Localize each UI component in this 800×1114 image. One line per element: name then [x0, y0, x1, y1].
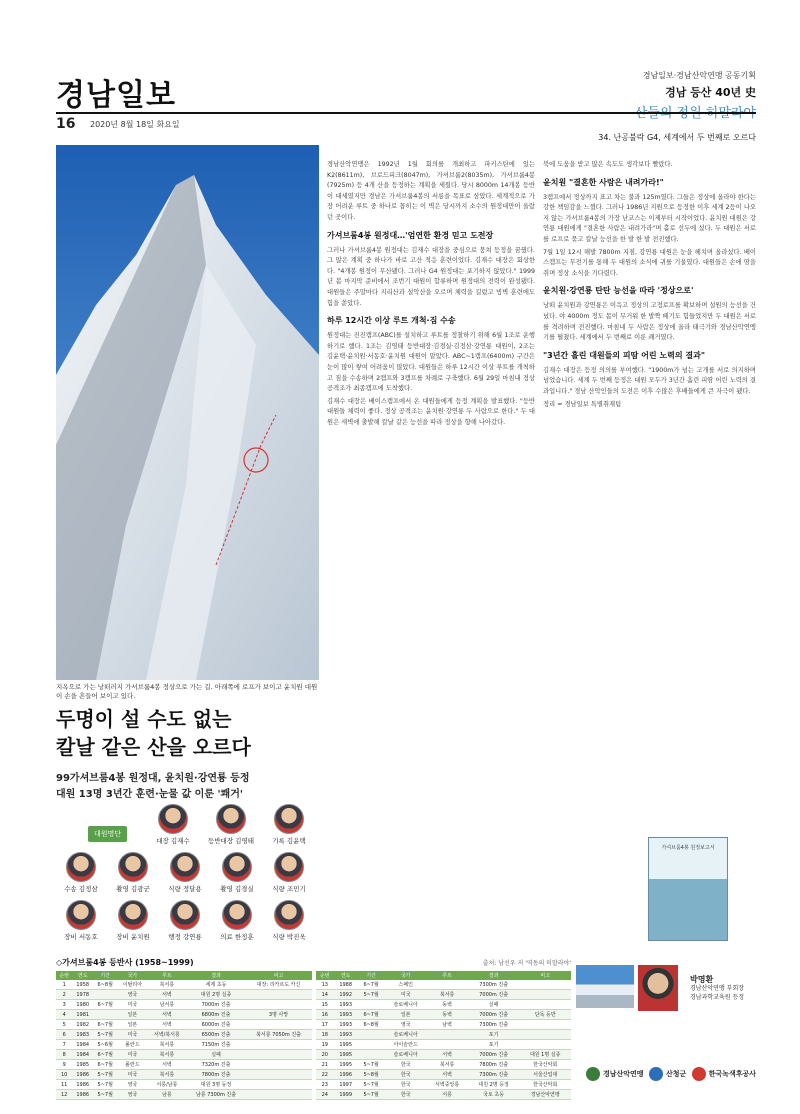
table-cell: 북서릉 7050m 진출	[246, 1030, 312, 1040]
author-name: 박명환	[690, 975, 714, 984]
table-row	[56, 1050, 312, 1060]
table-cell: 9	[56, 1060, 72, 1070]
table-row	[316, 1060, 572, 1070]
table-cell: 한국	[385, 1090, 426, 1100]
series-slogan: 산들의 정원 히말라야	[634, 106, 756, 121]
history-table-left	[56, 971, 312, 1100]
table-row	[316, 1090, 572, 1100]
table-cell: 남릉 7300m 진출	[186, 1090, 245, 1100]
table-cell: 대원 3명 등정	[186, 1080, 245, 1090]
section-heading: 하루 12시간 이상 루트 개척·짐 수송	[327, 316, 456, 326]
article-paragraph: 낭떠 윤치원과 강연룡은 이윽고 정상의 고정로프를 확보하며 설원의 능선을 건넜다. 야 4000m 정도 몸이 무거워 한 발짝 떼기도 힘들었지만 두 대원은 서로를 격려하며 전진했다. 마침내 두 사람은 정상에 올라 태극기와 경남산악연맹기를 펼쳤다. 세계에서 두 번째로 이룬 쾌거였다.	[543, 302, 756, 342]
table-cell: 경남산악연맹	[519, 1090, 571, 1100]
table-row	[316, 1080, 572, 1090]
table-cell: 7000m 진출	[468, 1050, 520, 1060]
table-cell: 1981	[72, 1010, 93, 1020]
article-paragraph: 원정대는 진진캠프(ABC)를 설치하고 루트를 정찰하기 위해 6월 1조로 운행하기로 했다. 1조는 김영태 등반대장·김경실·김정삼·강연룡 대원이, 2조는 김윤택·윤치원·서동호·윤치원 대원이 맡았다. ABC~1캠프(6400m) 구간은 눈이 많이 쌓여 어려움이 많았다. 대원들은 하루 12시간 이상 루트를 개척하고 짐을 수송하며 2캠프와 3캠프를 차례로 구축했다. 6월 29일 마침내 정상 공격조가 최종캠프에 도착했다.	[327, 332, 535, 393]
table-cell: 1993	[334, 1000, 357, 1010]
table-cell: 6800m 진출	[186, 1010, 245, 1020]
table-cell: 20	[316, 1050, 335, 1060]
table-cell: 서벽/북서릉	[147, 1030, 186, 1040]
table-cell: 6~8월	[357, 1020, 385, 1030]
sponsor-bar	[586, 1063, 756, 1085]
table-cell: 7000m 진출	[186, 1000, 245, 1010]
report-book-cover	[648, 837, 728, 941]
table-row	[56, 1030, 312, 1040]
table-row	[316, 1040, 572, 1050]
table-cell: 서릉	[426, 1090, 467, 1100]
team-member: 촬영 김경실	[212, 852, 262, 893]
table-cell: 일본	[117, 1020, 147, 1030]
history-table-right	[316, 971, 572, 1100]
member-photo	[66, 852, 96, 882]
table-cell: 1999	[334, 1090, 357, 1100]
table-cell: 미국	[385, 990, 426, 1000]
issue-date: 2020년 8월 18일 화요일	[90, 120, 180, 129]
table-cell: 북서릉	[426, 1060, 467, 1070]
table-cell: 5~7월	[93, 1090, 117, 1100]
member-photo	[274, 804, 304, 834]
member-photo	[118, 900, 148, 930]
table-cell	[519, 1000, 571, 1010]
team-roster-label: 대원명단	[88, 826, 127, 842]
team-member: 촬영 김광군	[108, 852, 158, 893]
table-cell: 7300m 진출	[468, 1070, 520, 1080]
member-photo	[170, 900, 200, 930]
table-cell	[426, 1030, 467, 1040]
article-column-2	[543, 160, 756, 850]
sponsor-logo: 경남산악연맹	[586, 1067, 644, 1081]
table-row	[56, 1090, 312, 1100]
team-member: 수송 김정삼	[56, 852, 106, 893]
article-paragraph: 김재수 대장은 등정 의의를 부여했다. "1900m가 넘는 고개를 서로 의지하며 넘었습니다. 세계 두 번째 등정은 대원 모두가 3년간 흘린 피땀 어린 노력의 결과입니다." 경남 산악인들의 도전은 이후 수많은 후배들에게 큰 자극이 됐다.	[543, 366, 756, 395]
table-cell: 한국산악회	[519, 1080, 571, 1090]
table-cell: 서울산업대	[519, 1070, 571, 1080]
masthead	[56, 70, 756, 121]
table-cell: 24	[316, 1090, 335, 1100]
subheadline-line-1: 99가셔브룸4봉 원정대, 윤치원·강연룡 등정	[56, 773, 250, 784]
sponsor-logo: 산청군	[649, 1067, 686, 1081]
table-cell: 1978	[72, 990, 93, 1000]
table-cell	[357, 1030, 385, 1040]
table-cell: 영국	[117, 1090, 147, 1100]
sponsor-mark-icon	[692, 1067, 706, 1081]
table-cell: 대장: 리카르도 카신	[246, 980, 312, 990]
table-cell: 6~7월	[357, 1010, 385, 1020]
table-row	[56, 990, 312, 1000]
table-cell: 1986	[72, 1090, 93, 1100]
table-header-cell: 결과	[468, 971, 520, 980]
table-cell	[519, 980, 571, 990]
member-photo	[158, 804, 188, 834]
table-cell: 동벽	[426, 1000, 467, 1010]
table-cell: 폴란드	[117, 1060, 147, 1070]
table-cell: 포기	[468, 1030, 520, 1040]
author-title-2: 경남과학교육원 등정	[690, 994, 745, 1001]
article-paragraph: 3캠프에서 정상까지 표고 차는 불과 125m였다. 그들은 정상에 올라야 한다는 강한 책임감을 느꼈다. 그러나 1986년 지원으로 등정한 이후 세계 2등이 나오지 않는 가셔브룸4봉의 가장 난코스는 이제부터 시작이었다. 윤치원 대원은 강연룡 대원에게 "결혼한 사람은 내려가라"며 홀로 선두에 섰다. 두 대원은 서로를 로프로 묶고 칼날 능선을 한 발 한 발 전진했다.	[543, 193, 756, 243]
table-cell	[246, 1050, 312, 1060]
newspaper-name: 경남일보	[56, 78, 176, 113]
photo-caption: 지옥으로 가는 낭떠러지 가셔브룸4봉 정상으로 가는 길. 아래쪽에 로프가 보이고 윤치원 대원이 손을 흔들어 보이고 있다.	[56, 683, 318, 700]
table-cell: 대원 2명 등정	[468, 1080, 520, 1090]
table-header-cell: 연도	[334, 971, 357, 980]
table-row	[56, 980, 312, 990]
table-cell: 1	[56, 980, 72, 990]
team-roster	[56, 800, 319, 952]
table-cell	[519, 990, 571, 1000]
table-cell: 7000m 진출	[468, 1010, 520, 1020]
table-cell: 1993	[334, 1030, 357, 1040]
main-photo	[56, 145, 319, 680]
table-cell: 남서릉	[147, 1000, 186, 1010]
table-cell	[93, 1010, 117, 1020]
table-cell	[93, 990, 117, 1000]
article-paragraph: 7월 1일 12시 해발 7800m 지점, 강연룡 대원은 눈을 헤치며 올라섰다. 베이스캠프는 무전기를 통해 두 대원의 소식에 귀를 기울였다. 대원들은 손에 땀을 쥐며 정상 소식을 기다렸다.	[543, 248, 756, 277]
table-cell: 서벽	[147, 1020, 186, 1030]
table-row	[56, 1080, 312, 1090]
table-row	[316, 990, 572, 1000]
table-cell	[426, 980, 467, 990]
section-heading: 윤치원 "결혼한 사람은 내려가라!"	[543, 177, 664, 187]
table-cell: 세계 초등	[186, 980, 245, 990]
table-cell: 이탈리아	[117, 980, 147, 990]
table-cell: 한국	[385, 1060, 426, 1070]
table-cell: 1992	[334, 990, 357, 1000]
table-row	[56, 1060, 312, 1070]
table-cell: 슬로베니아	[385, 1030, 426, 1040]
table-cell: 1993	[334, 1010, 357, 1020]
table-header-cell: 비고	[519, 971, 571, 980]
table-cell	[246, 1000, 312, 1010]
table-cell	[519, 1030, 571, 1040]
team-member: 식량 조민기	[264, 852, 314, 893]
article-paragraph: 정리 = 경남일보 특별취재팀	[543, 400, 622, 408]
table-cell: 실패	[186, 1050, 245, 1060]
table-cell: 한국산악회	[519, 1060, 571, 1070]
author-photo	[638, 965, 678, 1011]
table-cell: 미국	[117, 1050, 147, 1060]
table-cell: 14	[316, 990, 335, 1000]
member-photo	[274, 852, 304, 882]
table-cell: 18	[316, 1030, 335, 1040]
table-cell	[246, 1090, 312, 1100]
table-row	[316, 1000, 572, 1010]
section-heading: 가셔브룸4봉 원정대…'엄연한 환경 믿고 도전장	[327, 230, 494, 240]
table-cell: 7150m 진출	[186, 1040, 245, 1050]
table-cell: 1988	[334, 980, 357, 990]
table-header-cell: 순번	[56, 971, 72, 980]
table-header-cell: 루트	[426, 971, 467, 980]
table-cell: 한국	[385, 1070, 426, 1080]
article-column-1	[327, 160, 535, 850]
table-cell: 21	[316, 1060, 335, 1070]
team-member: 장비 윤치원	[108, 900, 158, 941]
table-cell	[357, 1050, 385, 1060]
article-paragraph: 김재수 대장은 베이스캠프에서 온 대원들에게 등정 계획을 발표했다. "등반대원들 체력이 좋다. 정상 공격조는 윤치원·강연룡 두 사람으로 한다." 두 대원은 새벽에 출발해 칼날 같은 능선을 따라 정상을 향해 나아갔다.	[327, 397, 535, 426]
article-paragraph: 북에 도움을 받고 많은 속도도 생각보다 빨랐다.	[543, 161, 673, 168]
table-cell: 일본	[385, 1010, 426, 1020]
table-cell: 6000m 진출	[186, 1020, 245, 1030]
table-row	[316, 1070, 572, 1080]
team-member: 식량 박진욱	[264, 900, 314, 941]
team-member: 장비 서동호	[56, 900, 106, 941]
table-header-cell: 기간	[93, 971, 117, 980]
table-row	[316, 1020, 572, 1030]
table-cell: 동벽	[426, 1010, 467, 1020]
table-row	[56, 1040, 312, 1050]
table-cell: 일본	[117, 1010, 147, 1020]
table-cell: 슬로베니아	[385, 1050, 426, 1060]
book-title: 가셔브룸4봉 원정보고서	[661, 845, 715, 851]
table-cell: 1986	[72, 1080, 93, 1090]
member-photo	[222, 852, 252, 882]
table-cell: 7800m 진출	[468, 1060, 520, 1070]
episode-title: 34. 난공불락 G4, 세계에서 두 번째로 오르다	[598, 133, 756, 142]
table-cell: 북서릉	[147, 1040, 186, 1050]
table-cell: 한국	[385, 1080, 426, 1090]
table-source: 출처: 남선우 저 '역동의 히말라야'	[482, 960, 571, 967]
table-cell: 1993	[334, 1020, 357, 1030]
table-cell: 1983	[72, 1030, 93, 1040]
table-row	[316, 1050, 572, 1060]
table-cell: 북서릉	[147, 1050, 186, 1060]
table-cell	[519, 1020, 571, 1030]
table-cell: 서벽	[147, 1060, 186, 1070]
table-cell: 폴란드	[117, 1040, 147, 1050]
table-cell: 미국	[117, 1000, 147, 1010]
series-organizer: 경남일보·경남산악연맹 공동기획	[642, 71, 756, 80]
sponsor-logo: 한국녹색후공사	[692, 1067, 756, 1081]
team-member: 대장 김재수	[148, 804, 198, 845]
table-cell: 1995	[334, 1040, 357, 1050]
team-member: 행정 강연룡	[160, 900, 210, 941]
member-photo	[118, 852, 148, 882]
table-cell: 6~7월	[93, 1060, 117, 1070]
team-member: 의료 한정훈	[212, 900, 262, 941]
table-cell	[357, 1000, 385, 1010]
table-header-cell: 비고	[246, 971, 312, 980]
table-cell: 5~7월	[93, 1080, 117, 1090]
table-cell	[426, 1040, 467, 1050]
table-cell: 7	[56, 1040, 72, 1050]
article-paragraph: 그러나 가셔브룸4봉 원정대는 김재수 대장을 중심으로 뭉쳐 등정을 꿈꿨다. 그 많은 계획 중 하나가 바로 고산 적응 훈련이었다. 김재수 대장은 회상한다. "4개봉 원정이 무산됐다. 그러나 G4 원정대는 포기하지 않았다." 1999년 봄 마지막 준비에서 조번기 대원이 합류하며 원정대의 전력이 완성됐다. 대원들은 주말마다 지리산과 설악산을 오르며 체력을 길렀고 빙벽 훈련에도 힘을 쏟았다.	[327, 246, 535, 307]
table-cell: 북서릉	[426, 990, 467, 1000]
table-cell: 북서릉	[147, 1070, 186, 1080]
table-header-cell: 연도	[72, 971, 93, 980]
table-cell: 17	[316, 1020, 335, 1030]
table-header-cell: 루트	[147, 971, 186, 980]
mountain-thumbnail	[576, 965, 634, 1008]
table-cell: 영국	[385, 1020, 426, 1030]
table-cell: 6~7월	[93, 1050, 117, 1060]
table-cell: 7800m 진출	[186, 1070, 245, 1080]
table-header-cell: 순번	[316, 971, 335, 980]
table-row	[316, 1030, 572, 1040]
table-row	[56, 1010, 312, 1020]
member-photo	[66, 900, 96, 930]
table-cell: 6~7월	[357, 980, 385, 990]
table-cell: 6~8월	[93, 980, 117, 990]
sponsor-mark-icon	[586, 1067, 600, 1081]
table-cell: 슬로베니아	[385, 1000, 426, 1010]
table-cell: 5~7월	[93, 1030, 117, 1040]
table-row	[316, 980, 572, 990]
table-row	[56, 1000, 312, 1010]
table-row	[56, 1070, 312, 1080]
table-cell: 서벽	[147, 990, 186, 1000]
table-cell: 16	[316, 1010, 335, 1020]
table-cell: 8	[56, 1050, 72, 1060]
team-member: 식량 정달용	[160, 852, 210, 893]
table-cell: 5~8월	[357, 1070, 385, 1080]
table-cell	[246, 1070, 312, 1080]
subheadline-line-2: 대원 13명 3년간 훈련·눈물 값 이룬 '쾌거'	[56, 789, 243, 800]
headline-line-2: 칼날 같은 산을 오르다	[56, 735, 251, 759]
table-header-cell: 결과	[186, 971, 245, 980]
table-cell	[246, 1020, 312, 1030]
table-cell: 3	[56, 1000, 72, 1010]
dateline	[56, 112, 756, 142]
table-cell: 4	[56, 1010, 72, 1020]
table-cell: 아이슬란드	[385, 1040, 426, 1050]
table-cell	[519, 1040, 571, 1050]
table-cell: 5~7월	[357, 1090, 385, 1100]
member-photo	[216, 804, 246, 834]
table-cell	[357, 1040, 385, 1050]
table-cell	[246, 1080, 312, 1090]
table-header-cell: 기간	[357, 971, 385, 980]
table-cell: 서벽중앙릉	[426, 1080, 467, 1090]
table-cell: 1997	[334, 1080, 357, 1090]
member-photo	[222, 900, 252, 930]
table-cell: 5~6월	[93, 1040, 117, 1050]
table-cell: 19	[316, 1040, 335, 1050]
table-cell: 10	[56, 1070, 72, 1080]
table-cell: 서릉/남릉	[147, 1080, 186, 1090]
table-cell: 단독 등반	[519, 1010, 571, 1020]
table-title: ◇가셔브룸4봉 등반사 (1958~1999)	[56, 958, 194, 967]
series-title: 경남 등산 40년 史	[665, 86, 756, 99]
table-cell: 5~7월	[357, 990, 385, 1000]
table-cell: 서벽	[426, 1050, 467, 1060]
table-cell: 1982	[72, 1020, 93, 1030]
table-cell: 1958	[72, 980, 93, 990]
article-paragraph: 경남산악연맹은 1992년 1월 회의를 개최하고 파키스탄에 있는 K2(8611m), 브로드피크(8047m), 가셔브룸2(8035m), 가셔브룸4봉(7925m) 등 4개 산을 등정하는 계획을 세웠다. 당시 8000m 14개봉 등반이 대세였지만 경남은 가셔브룸4봉의 서릉을 목표로 삼았다. 세계적으로 가장 어려운 루트 중 하나로 꼽히는 이 벽은 당시까지 소수의 원정대만이 올랐던 곳이다.	[327, 161, 535, 221]
sponsor-mark-icon	[649, 1067, 663, 1081]
table-cell: 13	[316, 980, 335, 990]
member-photo	[274, 900, 304, 930]
mountain-ridge-photo	[56, 145, 319, 680]
table-cell: 영국	[117, 990, 147, 1000]
team-member: 등반대장 김영태	[206, 804, 256, 845]
table-cell: 1980	[72, 1000, 93, 1010]
table-row	[56, 1020, 312, 1030]
table-cell: 서벽	[426, 1070, 467, 1080]
table-cell: 5~7월	[357, 1060, 385, 1070]
table-cell: 1986	[72, 1070, 93, 1080]
member-photo	[170, 852, 200, 882]
table-cell: 23	[316, 1080, 335, 1090]
table-cell: 15	[316, 1000, 335, 1010]
page-number: 16	[56, 116, 76, 132]
table-cell: 1995	[334, 1060, 357, 1070]
ascent-history-table	[56, 957, 571, 1100]
table-cell: 국토 초등	[468, 1090, 520, 1100]
table-cell	[246, 990, 312, 1000]
table-cell: 미국	[117, 1030, 147, 1040]
table-cell: 7300m 진출	[468, 1020, 520, 1030]
table-cell: 남벽	[426, 1020, 467, 1030]
table-cell: 22	[316, 1070, 335, 1080]
team-member: 기록 김윤택	[264, 804, 314, 845]
table-cell: 1996	[334, 1070, 357, 1080]
table-cell: 6	[56, 1030, 72, 1040]
section-heading: 윤치원·강연룡 탄탄 능선을 따라 '정상으로'	[543, 286, 694, 296]
table-row	[316, 1010, 572, 1020]
table-cell: 대원 1명 실종	[519, 1050, 571, 1060]
table-header-cell: 국가	[117, 971, 147, 980]
table-cell: 스페인	[385, 980, 426, 990]
table-cell: 5~7월	[357, 1080, 385, 1090]
table-cell: 3명 사망	[246, 1010, 312, 1020]
table-cell: 남릉	[147, 1090, 186, 1100]
table-cell: 1985	[72, 1060, 93, 1070]
table-cell: 2	[56, 990, 72, 1000]
table-cell: 6~7월	[93, 1000, 117, 1010]
table-cell: 5~7월	[93, 1070, 117, 1080]
table-cell: 7000m 진출	[468, 990, 520, 1000]
author-title-1: 경남산악연맹 부회장	[690, 985, 745, 992]
table-cell: 11	[56, 1080, 72, 1090]
table-cell: 5	[56, 1020, 72, 1030]
table-cell: 북서릉	[147, 980, 186, 990]
headline-line-1: 두명이 설 수도 없는	[56, 707, 232, 731]
table-cell: 7300m 진출	[468, 980, 520, 990]
table-cell: 12	[56, 1090, 72, 1100]
table-cell: 7320m 진출	[186, 1060, 245, 1070]
table-cell	[246, 1060, 312, 1070]
table-cell: 실패	[468, 1000, 520, 1010]
table-cell: 6~7월	[93, 1020, 117, 1030]
table-cell: 서벽	[147, 1010, 186, 1020]
table-cell: 대원 2명 실종	[186, 990, 245, 1000]
table-cell	[246, 1040, 312, 1050]
table-cell: 포기	[468, 1040, 520, 1050]
table-cell: 1995	[334, 1050, 357, 1060]
table-header-cell: 국가	[385, 971, 426, 980]
table-cell: 미국	[117, 1070, 147, 1080]
headline	[56, 705, 319, 803]
table-cell: 1984	[72, 1040, 93, 1050]
table-cell: 영국	[117, 1080, 147, 1090]
section-heading: "3년간 흘린 대원들의 피땀 어린 노력의 결과"	[543, 350, 705, 360]
table-cell: 1984	[72, 1050, 93, 1060]
table-cell: 6500m 진출	[186, 1030, 245, 1040]
